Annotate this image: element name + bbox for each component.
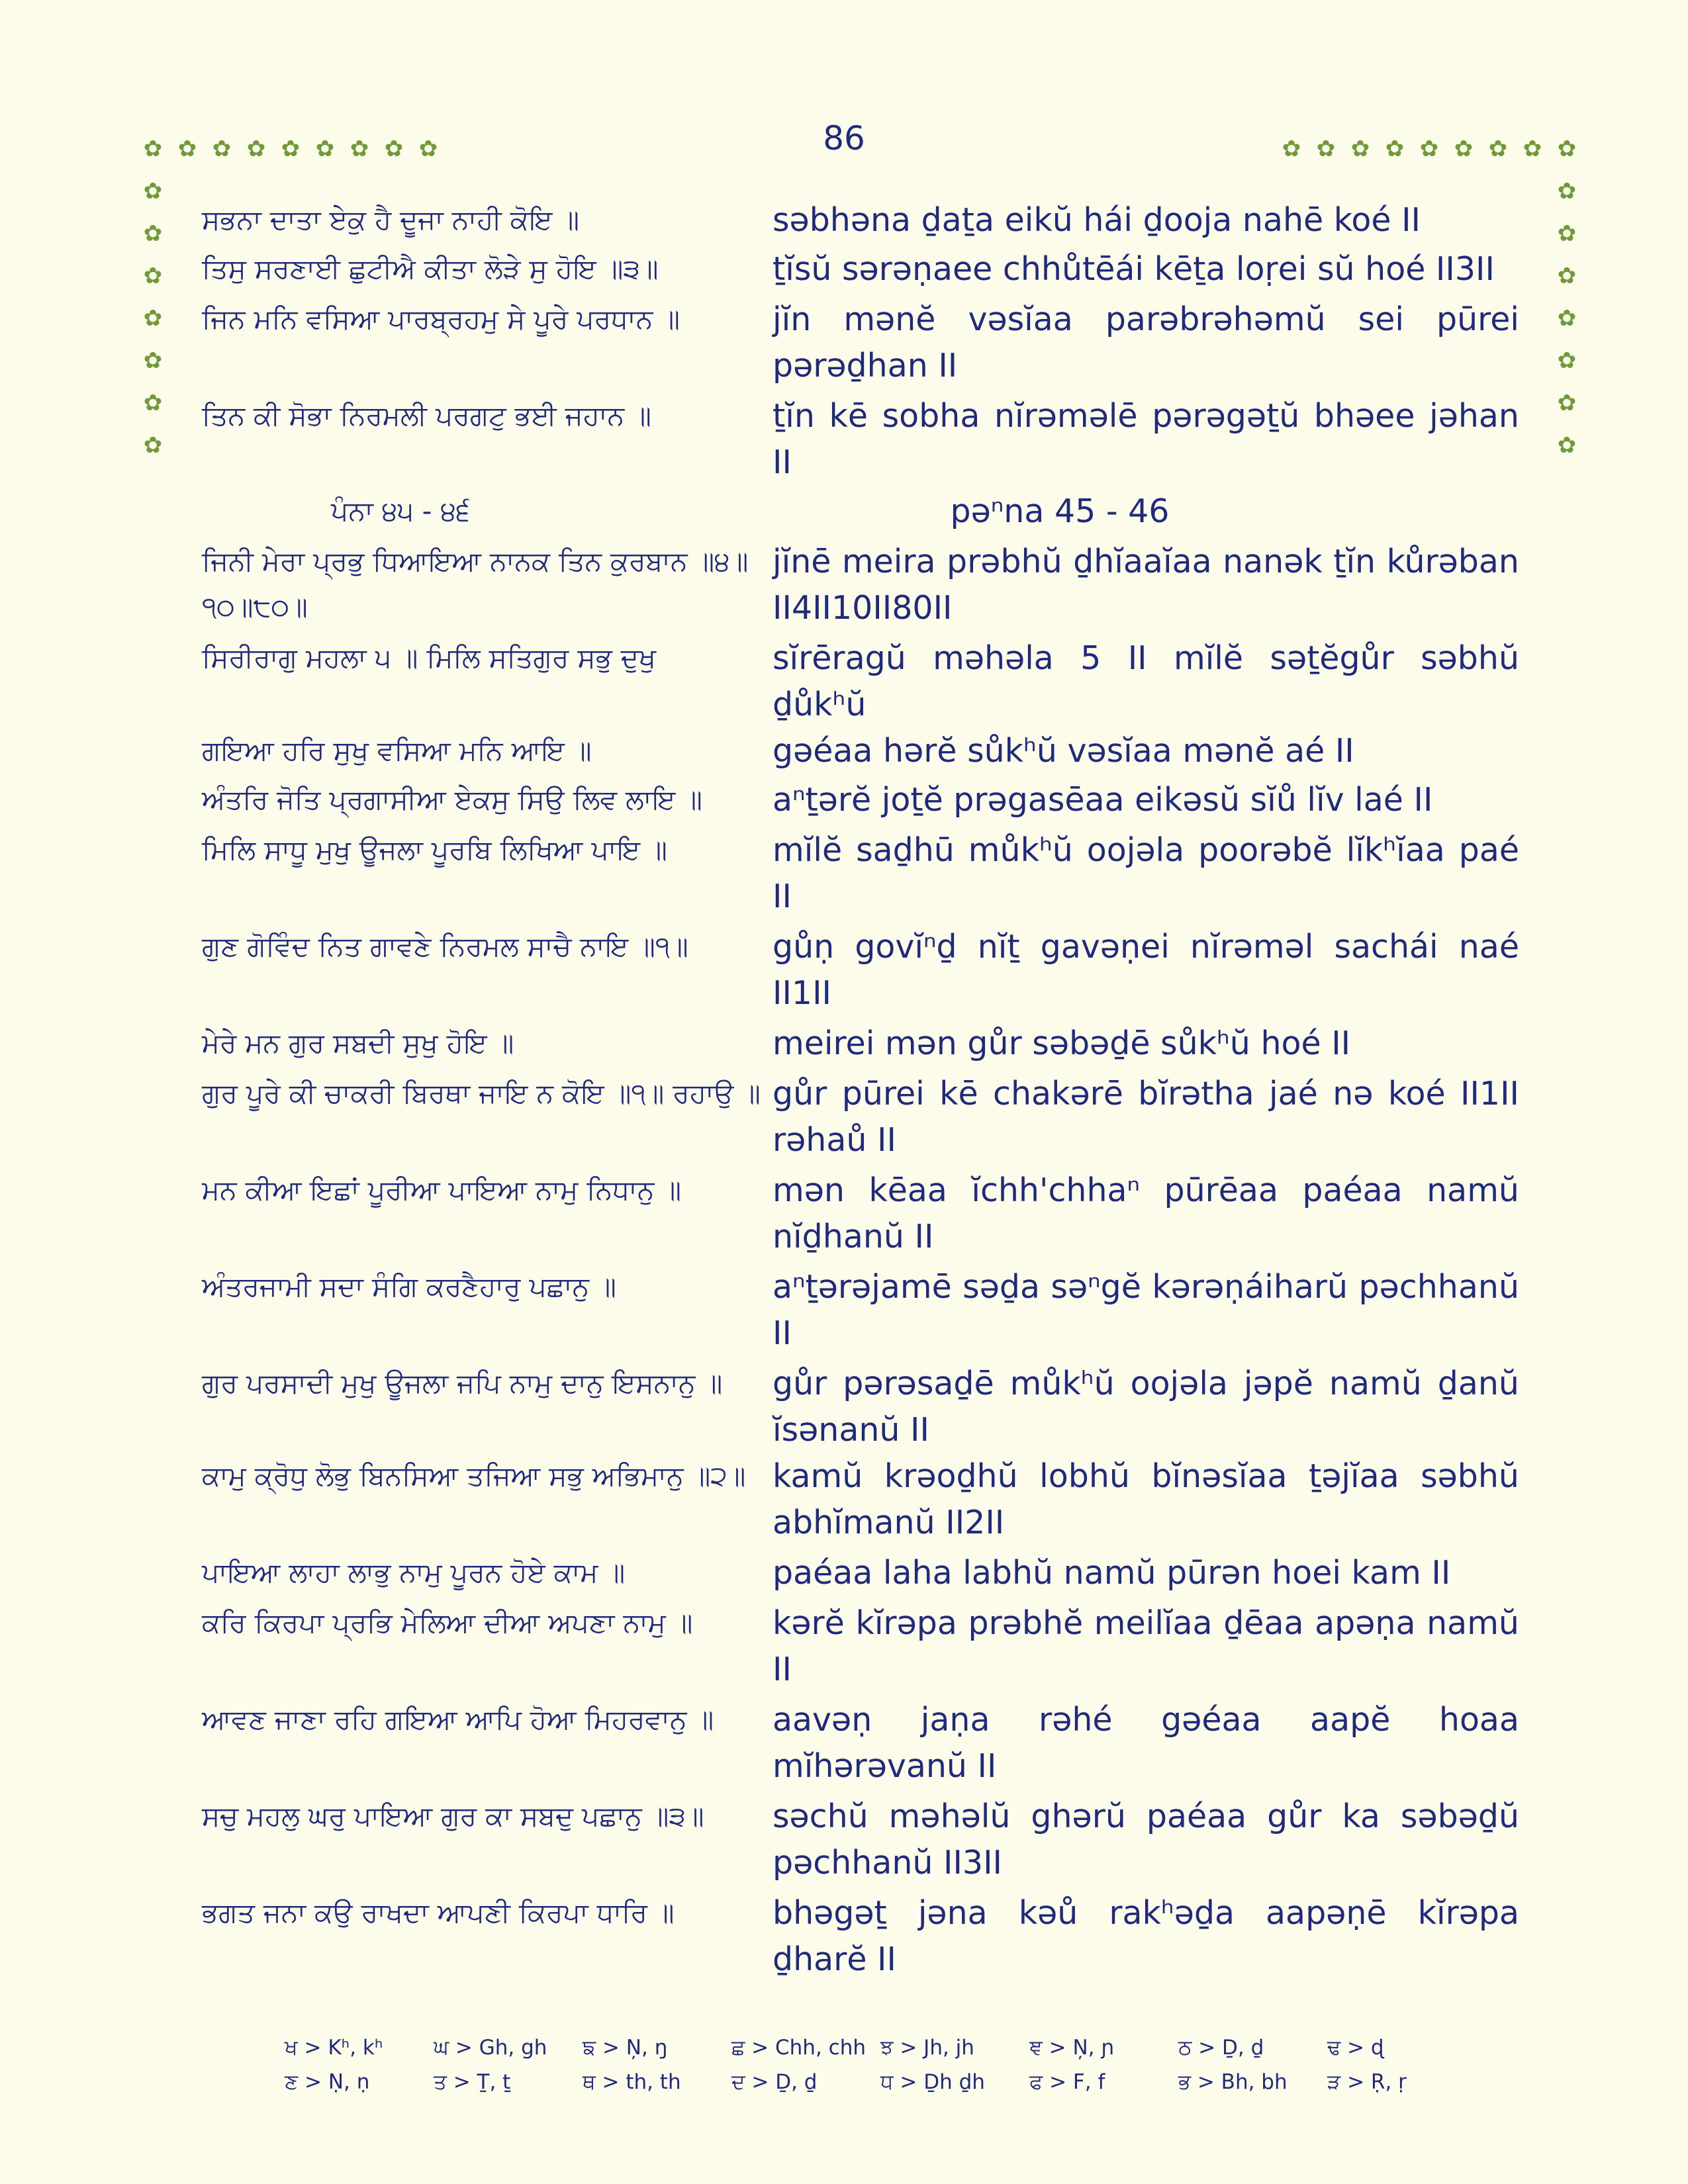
flower-ornament-icon: ✿ [350,136,369,162]
legend-item: ਙ > N̦, ŋ [583,2035,668,2060]
gurmukhi-text: ਸਚੁ ਮਹਲੁ ਘਰੁ ਪਾਇਆ ਗੁਰ ਕਾ ਸਬਦੁ ਪਛਾਨੁ ॥੩॥ [202,1800,704,1832]
verse-row [202,1890,1519,1983]
transliteration-text: paéaa laha labhŭ namŭ pūrən hoei kam II [773,1554,1451,1592]
legend-item: ਖ > Kʰ, kʰ [285,2035,383,2060]
flower-ornament-icon: ✿ [1385,136,1405,162]
verse-row [202,635,1519,728]
flower-ornament-icon: ✿ [1488,136,1508,162]
legend-item: ਛ > Chh, chh [731,2035,867,2060]
transliteration-text: bhəgəṯ jəna kəů rakʰəḏa aapəṇē kĭrəpa ḏharĕ II [773,1894,1519,1978]
flower-ornament-icon: ✿ [143,432,163,459]
flower-ornament-icon: ✿ [1557,305,1577,332]
transliteration-text: kərĕ kĭrəpa prəbhĕ meilĭaa ḏēaa apəṇa namŭ II [773,1604,1519,1688]
flower-ornament-icon: ✿ [1454,136,1474,162]
flower-ornament-icon: ✿ [1523,136,1542,162]
flower-ornament-icon: ✿ [1419,136,1439,162]
legend-item: ਦ > Ḏ, ḏ [731,2070,818,2094]
flower-ornament-icon: ✿ [143,220,163,247]
flower-ornament-icon: ✿ [143,178,163,205]
legend-row [285,2065,1476,2099]
gurmukhi-text: ਤਿਸੁ ਸਰਣਾਈ ਛੁਟੀਐ ਕੀਤਾ ਲੋੜੇ ਸੁ ਹੋਇ ॥੩॥ [202,253,659,285]
verse-row [202,1794,1519,1886]
transliteration-text: səchŭ məhəlŭ ghərŭ paéaa gůr ka səbəḏŭ pəchhanŭ II3II [773,1797,1519,1882]
flower-ornament-icon: ✿ [1557,432,1577,459]
transliteration-text: gůṇ govĭⁿḏ nĭṯ gavəṇei nĭrəməl sachái naé II1II [773,928,1519,1012]
gurmukhi-text: ਭਗਤ ਜਨਾ ਕਉ ਰਾਖਦਾ ਆਪਣੀ ਕਿਰਪਾ ਧਾਰਿ ॥ [202,1897,675,1929]
gurmukhi-text: ਗਇਆ ਹਰਿ ਸੁਖੁ ਵਸਿਆ ਮਨਿ ਆਇ ॥ [202,735,592,766]
verse-row [202,1264,1519,1357]
verse-row [202,1600,1519,1693]
legend-item: ਠ > Ḏ, ḏ [1178,2035,1264,2060]
transliteration-text: mĭlĕ saḏhū můkʰŭ oojəla poorəbĕ lĭkʰĭaa paé II [773,831,1519,915]
verse-row [202,728,1519,774]
gurmukhi-text: ਅੰਤਰਿ ਜੋਤਿ ਪ੍ਰਗਾਸੀਆ ਏਕਸੁ ਸਿਉ ਲਿਵ ਲਾਇ ॥ [202,784,702,815]
gurmukhi-text: ਸਭਨਾ ਦਾਤਾ ਏਕੁ ਹੈ ਦੂਜਾ ਨਾਹੀ ਕੋਇ ॥ [202,204,579,236]
gurmukhi-text: ਜਿਨੀ ਮੇਰਾ ਪ੍ਰਭੁ ਧਿਆਇਆ ਨਾਨਕ ਤਿਨ ਕੁਰਬਾਨ ॥੪॥੧੦॥੮੦॥ [202,545,749,623]
transliteration-legend [285,2030,1476,2099]
verse-row [202,777,1519,823]
verse-row [202,1021,1519,1067]
legend-item: ਫ > F, f [1029,2070,1105,2094]
flower-ornament-icon: ✿ [1350,136,1370,162]
legend-item: ਘ > Gh, gh [434,2035,547,2060]
verse-row [202,827,1519,920]
gurmukhi-text: ਕਾਮੁ ਕ੍ਰੋਧੁ ਲੋਭੁ ਬਿਨਸਿਆ ਤਜਿਆ ਸਭੁ ਅਭਿਮਾਨੁ ॥੨॥ [202,1460,746,1492]
flower-ornament-icon: ✿ [315,136,335,162]
verse-row [202,1550,1519,1596]
gurmukhi-text: ਪਾਇਆ ਲਾਹਾ ਲਾਭੁ ਨਾਮੁ ਪੂਰਨ ਹੋਏ ਕਾਮ ॥ [202,1557,626,1588]
verse-row [202,1697,1519,1790]
flower-ornament-icon: ✿ [281,136,301,162]
transliteration-text: jĭn mənĕ vəsĭaa parəbrəhəmŭ sei pūrei pərəḏhan II [773,300,1519,385]
gurmukhi-text: ਮੇਰੇ ਮਨ ਗੁਰ ਸਬਦੀ ਸੁਖੁ ਹੋਇ ॥ [202,1027,514,1059]
transliteration-text: aavəṇ jaṇa rəhé gəéaa aapĕ hoaa mĭhərəvanŭ II [773,1701,1519,1785]
verse-row [202,197,1519,244]
flower-ornament-icon: ✿ [1282,136,1301,162]
transliteration-text: gəéaa hərĕ sůkʰŭ vəsĭaa mənĕ aé II [773,732,1354,770]
flower-ornament-icon: ✿ [1557,136,1577,162]
flower-ornament-icon: ✿ [1557,263,1577,289]
gurmukhi-text: ਜਿਨ ਮਨਿ ਵਸਿਆ ਪਾਰਬ੍ਰਹਮੁ ਸੇ ਪੂਰੇ ਪਰਧਾਨ ॥ [202,303,680,335]
page-range-transliteration: pəⁿna 45 - 46 [950,492,1170,530]
transliteration-text: gůr pərəsaḏē můkʰŭ oojəla jəpĕ namŭ ḏanŭ ĭsənanŭ II [773,1365,1519,1449]
gurmukhi-text: ਗੁਰ ਪਰਸਾਦੀ ਮੁਖੁ ਊਜਲਾ ਜਪਿ ਨਾਮੁ ਦਾਨੁ ਇਸਨਾਨੁ ॥ [202,1367,723,1399]
legend-row [285,2030,1476,2065]
verse-table [202,197,1519,1983]
legend-item: ਢ > ɖ [1327,2035,1384,2060]
gurmukhi-text: ਗੁਰ ਪੂਰੇ ਕੀ ਚਾਕਰੀ ਬਿਰਥਾ ਜਾਇ ਨ ਕੋਇ ॥੧॥ ਰਹਾਉ ॥ [202,1077,761,1109]
verse-row [202,246,1519,293]
flower-ornament-icon: ✿ [384,136,404,162]
gurmukhi-text: ਕਰਿ ਕਿਰਪਾ ਪ੍ਰਭਿ ਮੇਲਿਆ ਦੀਆ ਅਪਣਾ ਨਾਮੁ ॥ [202,1607,693,1639]
verse-row [202,1167,1519,1260]
page-range-gurmukhi: ਪੰਨਾ ੪੫ - ੪੬ [331,495,470,527]
gurmukhi-text: ਤਿਨ ਕੀ ਸੋਭਾ ਨਿਰਮਲੀ ਪਰਗਟੁ ਭਈ ਜਹਾਨ ॥ [202,400,651,432]
flower-ornament-icon: ✿ [143,136,163,162]
verse-row [202,539,1519,631]
verse-row [202,1453,1519,1546]
verse-row [202,1361,1519,1453]
verse-row [202,296,1519,389]
transliteration-text: gůr pūrei kē chakərē bĭrətha jaé nə koé II1II rəhaů II [773,1075,1519,1159]
flower-ornament-icon: ✿ [1557,178,1577,205]
flower-ornament-icon: ✿ [1316,136,1336,162]
transliteration-text: jĭnē meira prəbhŭ ḏhĭaaĭaa nanək ṯĭn kůrəban II4II10II80II [773,543,1519,627]
legend-item: ਝ > Jh, jh [880,2035,974,2060]
gurmukhi-text: ਆਵਣ ਜਾਣਾ ਰਹਿ ਗਇਆ ਆਪਿ ਹੋਆ ਮਿਹਰਵਾਨੁ ॥ [202,1704,714,1735]
flower-ornament-icon: ✿ [143,390,163,416]
verse-row [202,924,1519,1017]
legend-item: ਧ > Ḏh ḏh [880,2070,985,2094]
transliteration-text: ṯĭn kē sobha nĭrəməlē pərəgəṯŭ bhəee jəhan II [773,397,1519,481]
gurmukhi-text: ਮਿਲਿ ਸਾਧੂ ਮੁਖੁ ਊਜਲਾ ਪੂਰਬਿ ਲਿਖਿਆ ਪਾਇ ॥ [202,834,667,866]
legend-item: ਤ > Ṯ, ṯ [434,2070,511,2094]
gurmukhi-text: ਅੰਤਰਜਾਮੀ ਸਦਾ ਸੰਗਿ ਕਰਣੈਹਾਰੁ ਪਛਾਨੁ ॥ [202,1271,616,1302]
legend-item: ੜ > Ṛ, ṛ [1327,2070,1407,2094]
transliteration-text: sĭrēragŭ məhəla 5 II mĭlĕ səṯĕgůr səbhŭ ḏůkʰŭ [773,639,1519,723]
flower-ornament-icon: ✿ [1557,220,1577,247]
gurmukhi-text: ਮਨ ਕੀਆ ਇਛਾਂ ਪੂਰੀਆ ਪਾਇਆ ਨਾਮੁ ਨਿਧਾਨੁ ॥ [202,1174,682,1206]
page-range-row [202,488,1519,535]
flower-ornament-icon: ✿ [177,136,197,162]
legend-item: ਞ > N̦, ɲ [1029,2035,1115,2060]
flower-ornament-icon: ✿ [143,305,163,332]
transliteration-text: ṯĭsŭ sərəṇaee chhůtēái kēṯa loṛei sŭ hoé II3II [773,250,1495,288]
flower-ornament-icon: ✿ [143,263,163,289]
flower-ornament-icon: ✿ [1557,347,1577,374]
transliteration-text: meirei mən gůr səbəḏē sůkʰŭ hoé II [773,1024,1351,1062]
gurmukhi-text: ਸਿਰੀਰਾਗੁ ਮਹਲਾ ੫ ॥ ਮਿਲਿ ਸਤਿਗੁਰ ਸਭੁ ਦੁਖੁ [202,642,656,674]
verse-row [202,1071,1519,1163]
transliteration-text: aⁿṯərəjamē səḏa səⁿgĕ kərəṇáiharŭ pəchhanŭ II [773,1268,1519,1352]
flower-ornament-icon: ✿ [143,347,163,374]
flower-ornament-icon: ✿ [1557,390,1577,416]
legend-item: ਣ > Ṇ, ṇ [285,2070,370,2094]
flower-ornament-icon: ✿ [418,136,438,162]
legend-item: ਭ > Bh, bh [1178,2070,1288,2094]
verse-row [202,393,1519,486]
transliteration-text: səbhəna ḏaṯa eikŭ hái ḏooja nahē koé II [773,201,1421,239]
transliteration-text: kamŭ krəoḏhŭ lobhŭ bĭnəsĭaa ṯəjĭaa səbhŭ abhĭmanŭ II2II [773,1457,1519,1541]
legend-item: ਥ > th, th [583,2070,681,2094]
gurmukhi-text: ਗੁਣ ਗੋਵਿੰਦ ਨਿਤ ਗਾਵਣੇ ਨਿਰਮਲ ਸਾਚੈ ਨਾਇ ॥੧॥ [202,931,688,962]
flower-ornament-icon: ✿ [212,136,232,162]
flower-ornament-icon: ✿ [246,136,266,162]
transliteration-text: aⁿṯərĕ joṯĕ prəgasēaa eikəsŭ sĭů lĭv laé II [773,781,1433,819]
page-number: 86 [823,119,865,158]
transliteration-text: mən kēaa ĭchh'chhaⁿ pūrēaa paéaa namŭ nĭḏhanŭ II [773,1171,1519,1255]
